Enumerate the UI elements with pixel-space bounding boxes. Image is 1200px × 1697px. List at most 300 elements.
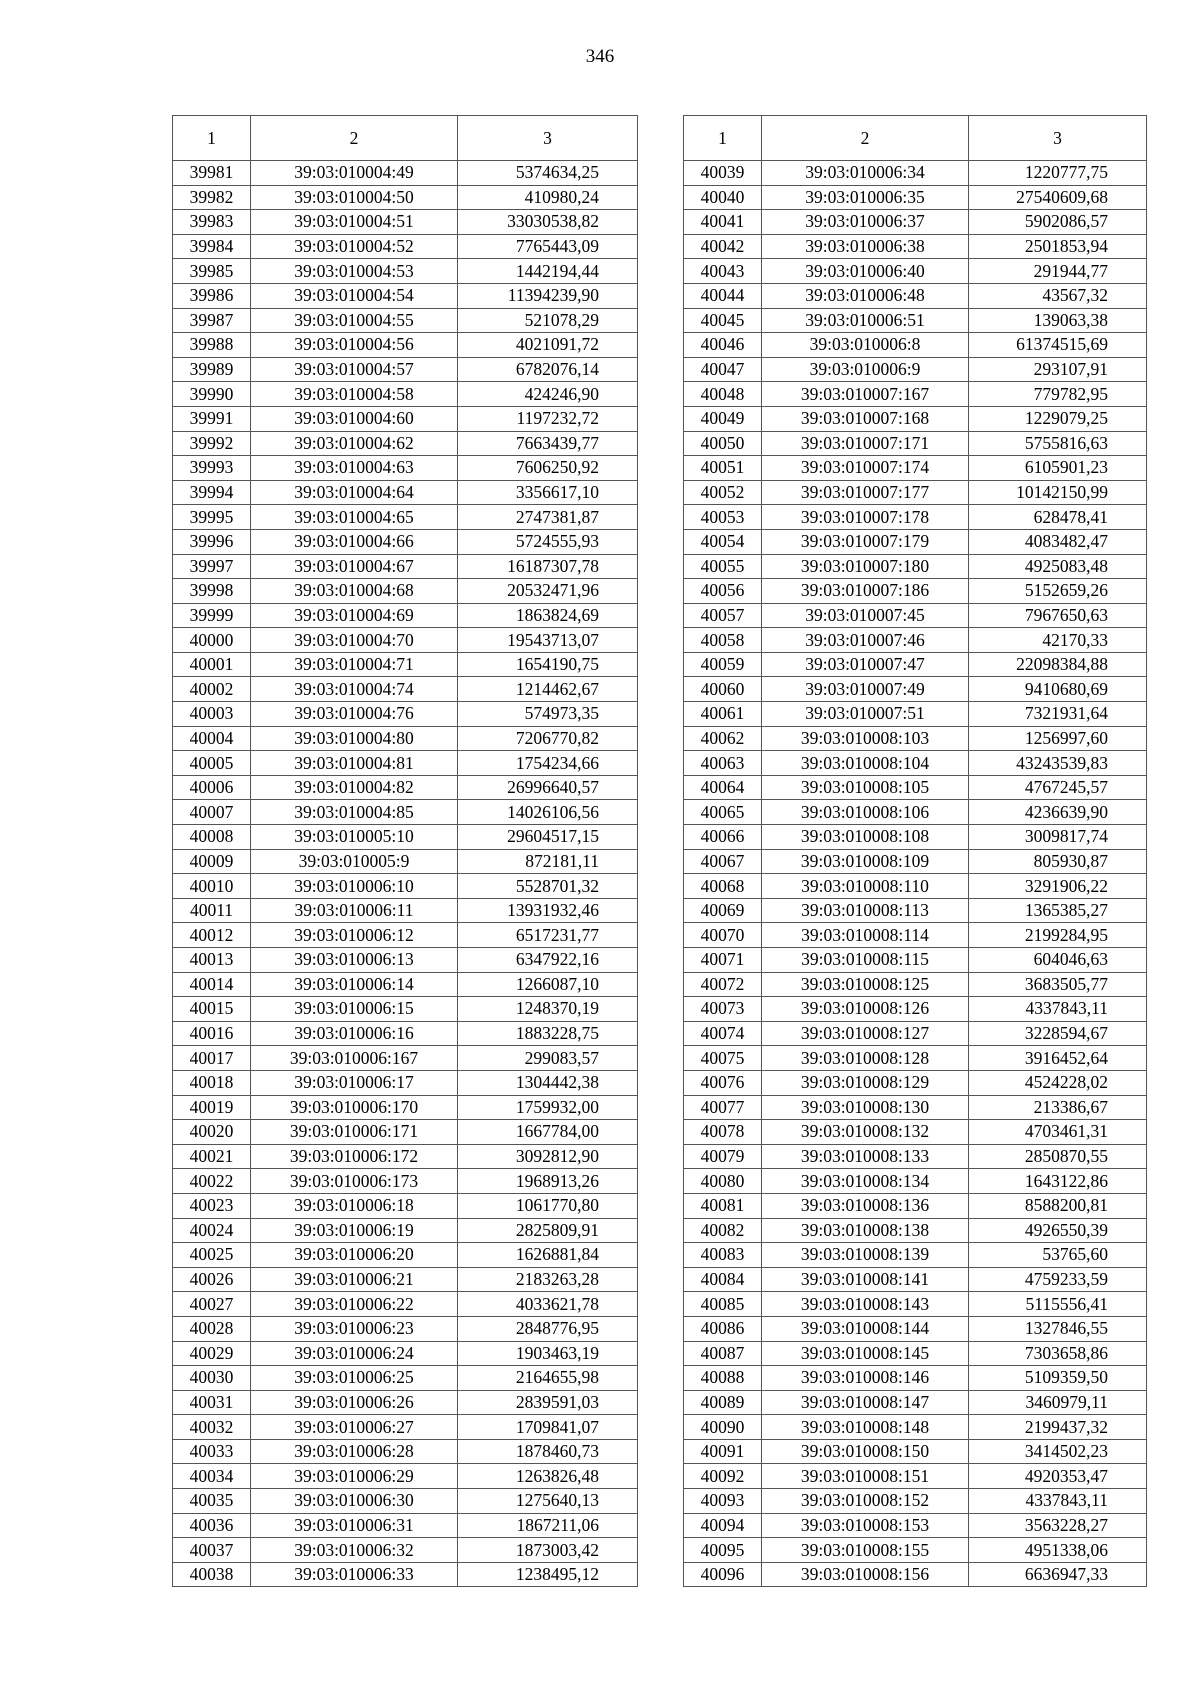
row-number-cell: 40058 — [684, 628, 762, 653]
table-row — [684, 283, 1147, 308]
cadastral-value-cell: 7765443,09 — [458, 234, 638, 259]
table-row — [684, 702, 1147, 727]
cadastral-number-cell: 39:03:010006:9 — [762, 357, 969, 382]
table-row — [684, 185, 1147, 210]
table-row — [684, 1046, 1147, 1071]
cadastral-number-cell: 39:03:010008:133 — [762, 1144, 969, 1169]
table-row — [684, 849, 1147, 874]
cadastral-value-cell: 7606250,92 — [458, 456, 638, 481]
row-number-cell: 39996 — [173, 529, 251, 554]
cadastral-number-cell: 39:03:010007:186 — [762, 579, 969, 604]
page-number: 346 — [585, 46, 615, 67]
table-row — [684, 1218, 1147, 1243]
cadastral-number-cell: 39:03:010006:32 — [251, 1538, 458, 1563]
table-row — [173, 972, 638, 997]
cadastral-number-cell: 39:03:010007:45 — [762, 603, 969, 628]
cadastral-number-cell: 39:03:010006:24 — [251, 1341, 458, 1366]
cadastral-value-cell: 7321931,64 — [969, 702, 1147, 727]
table-row — [684, 554, 1147, 579]
cadastral-number-cell: 39:03:010004:56 — [251, 333, 458, 358]
row-number-cell: 39994 — [173, 480, 251, 505]
table-row — [684, 726, 1147, 751]
cadastral-value-cell: 4925083,48 — [969, 554, 1147, 579]
cadastral-value-cell: 1327846,55 — [969, 1316, 1147, 1341]
cadastral-value-cell: 7206770,82 — [458, 726, 638, 751]
table-row — [173, 579, 638, 604]
cadastral-number-cell: 39:03:010006:37 — [762, 210, 969, 235]
cadastral-value-cell: 805930,87 — [969, 849, 1147, 874]
row-number-cell: 40019 — [173, 1095, 251, 1120]
cadastral-number-cell: 39:03:010004:80 — [251, 726, 458, 751]
cadastral-number-cell: 39:03:010004:52 — [251, 234, 458, 259]
row-number-cell: 40002 — [173, 677, 251, 702]
cadastral-number-cell: 39:03:010008:150 — [762, 1439, 969, 1464]
cadastral-value-cell: 4767245,57 — [969, 775, 1147, 800]
row-number-cell: 40027 — [173, 1292, 251, 1317]
table-row — [684, 431, 1147, 456]
cadastral-value-cell: 7663439,77 — [458, 431, 638, 456]
table-header-row — [684, 116, 1147, 161]
cadastral-value-cell: 6517231,77 — [458, 923, 638, 948]
row-number-cell: 40023 — [173, 1193, 251, 1218]
cadastral-value-cell: 27540609,68 — [969, 185, 1147, 210]
table-row — [684, 234, 1147, 259]
row-number-cell: 40052 — [684, 480, 762, 505]
cadastral-value-cell: 53765,60 — [969, 1243, 1147, 1268]
cadastral-value-cell: 14026106,56 — [458, 800, 638, 825]
cadastral-number-cell: 39:03:010006:26 — [251, 1390, 458, 1415]
table-row — [173, 923, 638, 948]
row-number-cell: 40059 — [684, 652, 762, 677]
cadastral-number-cell: 39:03:010006:8 — [762, 333, 969, 358]
row-number-cell: 40003 — [173, 702, 251, 727]
cadastral-number-cell: 39:03:010007:46 — [762, 628, 969, 653]
cadastral-number-cell: 39:03:010008:156 — [762, 1562, 969, 1587]
table-row — [173, 1562, 638, 1587]
table-row — [684, 1390, 1147, 1415]
row-number-cell: 40026 — [173, 1267, 251, 1292]
row-number-cell: 39995 — [173, 505, 251, 530]
cadastral-value-cell: 5902086,57 — [969, 210, 1147, 235]
cadastral-value-cell: 1061770,80 — [458, 1193, 638, 1218]
table-row — [684, 1169, 1147, 1194]
table-row — [684, 677, 1147, 702]
cadastral-value-cell: 42170,33 — [969, 628, 1147, 653]
table-row — [684, 1538, 1147, 1563]
row-number-cell: 40024 — [173, 1218, 251, 1243]
table-row — [684, 1341, 1147, 1366]
cadastral-value-cell: 5152659,26 — [969, 579, 1147, 604]
cadastral-value-cell: 1238495,12 — [458, 1562, 638, 1587]
cadastral-number-cell: 39:03:010008:128 — [762, 1046, 969, 1071]
cadastral-number-cell: 39:03:010008:115 — [762, 948, 969, 973]
row-number-cell: 39997 — [173, 554, 251, 579]
table-row — [173, 1120, 638, 1145]
table-row — [173, 456, 638, 481]
row-number-cell: 40055 — [684, 554, 762, 579]
cadastral-number-cell: 39:03:010006:48 — [762, 283, 969, 308]
cadastral-number-cell: 39:03:010004:65 — [251, 505, 458, 530]
table-row — [684, 579, 1147, 604]
row-number-cell: 40086 — [684, 1316, 762, 1341]
table-row — [173, 308, 638, 333]
table-row — [173, 874, 638, 899]
table-row — [173, 210, 638, 235]
row-number-cell: 40080 — [684, 1169, 762, 1194]
row-number-cell: 39985 — [173, 259, 251, 284]
row-number-cell: 40067 — [684, 849, 762, 874]
cadastral-number-cell: 39:03:010006:22 — [251, 1292, 458, 1317]
table-row — [173, 529, 638, 554]
cadastral-value-cell: 1903463,19 — [458, 1341, 638, 1366]
cadastral-value-cell: 1643122,86 — [969, 1169, 1147, 1194]
row-number-cell: 40093 — [684, 1489, 762, 1514]
cadastral-number-cell: 39:03:010008:104 — [762, 751, 969, 776]
cadastral-value-cell: 628478,41 — [969, 505, 1147, 530]
cadastral-value-cell: 291944,77 — [969, 259, 1147, 284]
table-row — [684, 1562, 1147, 1587]
row-number-cell: 40078 — [684, 1120, 762, 1145]
table-row — [173, 1316, 638, 1341]
row-number-cell: 40016 — [173, 1021, 251, 1046]
cadastral-number-cell: 39:03:010008:143 — [762, 1292, 969, 1317]
cadastral-number-cell: 39:03:010007:174 — [762, 456, 969, 481]
cadastral-value-cell: 3092812,90 — [458, 1144, 638, 1169]
cadastral-number-cell: 39:03:010006:13 — [251, 948, 458, 973]
cadastral-value-cell: 5115556,41 — [969, 1292, 1147, 1317]
cadastral-value-cell: 3228594,67 — [969, 1021, 1147, 1046]
cadastral-number-cell: 39:03:010004:68 — [251, 579, 458, 604]
cadastral-number-cell: 39:03:010008:108 — [762, 825, 969, 850]
table-row — [684, 628, 1147, 653]
cadastral-number-cell: 39:03:010008:132 — [762, 1120, 969, 1145]
row-number-cell: 40084 — [684, 1267, 762, 1292]
cadastral-number-cell: 39:03:010004:62 — [251, 431, 458, 456]
cadastral-value-cell: 8588200,81 — [969, 1193, 1147, 1218]
row-number-cell: 39982 — [173, 185, 251, 210]
row-number-cell: 39999 — [173, 603, 251, 628]
cadastral-value-cell: 6105901,23 — [969, 456, 1147, 481]
table-row — [173, 849, 638, 874]
cadastral-value-cell: 2183263,28 — [458, 1267, 638, 1292]
table-row — [684, 1120, 1147, 1145]
cadastral-number-cell: 39:03:010006:34 — [762, 161, 969, 186]
cadastral-number-cell: 39:03:010006:167 — [251, 1046, 458, 1071]
row-number-cell: 40000 — [173, 628, 251, 653]
cadastral-number-cell: 39:03:010006:171 — [251, 1120, 458, 1145]
cadastral-value-cell: 4033621,78 — [458, 1292, 638, 1317]
cadastral-number-cell: 39:03:010007:177 — [762, 480, 969, 505]
table-row — [173, 1538, 638, 1563]
table-row — [173, 726, 638, 751]
table-row — [173, 283, 638, 308]
row-number-cell: 39998 — [173, 579, 251, 604]
row-number-cell: 40042 — [684, 234, 762, 259]
cadastral-number-cell: 39:03:010008:106 — [762, 800, 969, 825]
row-number-cell: 40041 — [684, 210, 762, 235]
row-number-cell: 40081 — [684, 1193, 762, 1218]
cadastral-value-cell: 1197232,72 — [458, 406, 638, 431]
cadastral-value-cell: 33030538,82 — [458, 210, 638, 235]
table-row — [173, 628, 638, 653]
table-row — [173, 898, 638, 923]
row-number-cell: 40007 — [173, 800, 251, 825]
cadastral-value-cell: 299083,57 — [458, 1046, 638, 1071]
cadastral-number-cell: 39:03:010008:114 — [762, 923, 969, 948]
table-row — [684, 948, 1147, 973]
row-number-cell: 40025 — [173, 1243, 251, 1268]
cadastral-value-cell: 43567,32 — [969, 283, 1147, 308]
cadastral-number-cell: 39:03:010008:139 — [762, 1243, 969, 1268]
cadastral-number-cell: 39:03:010006:38 — [762, 234, 969, 259]
row-number-cell: 40068 — [684, 874, 762, 899]
cadastral-number-cell: 39:03:010008:129 — [762, 1070, 969, 1095]
row-number-cell: 40035 — [173, 1489, 251, 1514]
cadastral-value-cell: 7967650,63 — [969, 603, 1147, 628]
row-number-cell: 40015 — [173, 997, 251, 1022]
table-row — [173, 406, 638, 431]
cadastral-value-cell: 3414502,23 — [969, 1439, 1147, 1464]
table-row — [173, 677, 638, 702]
table-row — [684, 1243, 1147, 1268]
table-row — [684, 1267, 1147, 1292]
table-row — [173, 161, 638, 186]
table-row — [684, 1439, 1147, 1464]
row-number-cell: 40076 — [684, 1070, 762, 1095]
cadastral-number-cell: 39:03:010008:144 — [762, 1316, 969, 1341]
row-number-cell: 40048 — [684, 382, 762, 407]
cadastral-number-cell: 39:03:010006:17 — [251, 1070, 458, 1095]
cadastral-number-cell: 39:03:010004:76 — [251, 702, 458, 727]
cadastral-value-cell: 1654190,75 — [458, 652, 638, 677]
cadastral-number-cell: 39:03:010006:173 — [251, 1169, 458, 1194]
table-row — [173, 1489, 638, 1514]
cadastral-number-cell: 39:03:010006:35 — [762, 185, 969, 210]
row-number-cell: 40053 — [684, 505, 762, 530]
cadastral-value-cell: 3009817,74 — [969, 825, 1147, 850]
cadastral-value-cell: 1878460,73 — [458, 1439, 638, 1464]
table-row — [684, 1095, 1147, 1120]
cadastral-value-cell: 2850870,55 — [969, 1144, 1147, 1169]
table-row — [173, 751, 638, 776]
row-number-cell: 40030 — [173, 1366, 251, 1391]
row-number-cell: 40010 — [173, 874, 251, 899]
table-row — [173, 1095, 638, 1120]
row-number-cell: 40063 — [684, 751, 762, 776]
cadastral-value-cell: 410980,24 — [458, 185, 638, 210]
table-row — [173, 1390, 638, 1415]
cadastral-number-cell: 39:03:010008:136 — [762, 1193, 969, 1218]
cadastral-number-cell: 39:03:010008:141 — [762, 1267, 969, 1292]
cadastral-number-cell: 39:03:010006:21 — [251, 1267, 458, 1292]
cadastral-value-cell: 1442194,44 — [458, 259, 638, 284]
cadastral-number-cell: 39:03:010004:60 — [251, 406, 458, 431]
cadastral-value-cell: 1863824,69 — [458, 603, 638, 628]
cadastral-number-cell: 39:03:010004:55 — [251, 308, 458, 333]
table-row — [684, 800, 1147, 825]
cadastral-value-cell: 10142150,99 — [969, 480, 1147, 505]
row-number-cell: 40001 — [173, 652, 251, 677]
cadastral-number-cell: 39:03:010006:19 — [251, 1218, 458, 1243]
row-number-cell: 40039 — [684, 161, 762, 186]
row-number-cell: 40064 — [684, 775, 762, 800]
cadastral-value-cell: 1248370,19 — [458, 997, 638, 1022]
cadastral-number-cell: 39:03:010008:148 — [762, 1415, 969, 1440]
cadastral-value-cell: 872181,11 — [458, 849, 638, 874]
cadastral-number-cell: 39:03:010004:50 — [251, 185, 458, 210]
row-number-cell: 40022 — [173, 1169, 251, 1194]
cadastral-value-cell: 2199437,32 — [969, 1415, 1147, 1440]
cadastral-number-cell: 39:03:010006:28 — [251, 1439, 458, 1464]
table-row — [684, 1316, 1147, 1341]
row-number-cell: 40062 — [684, 726, 762, 751]
row-number-cell: 40073 — [684, 997, 762, 1022]
column-header-1: 1 — [684, 116, 762, 161]
cadastral-value-cell: 2839591,03 — [458, 1390, 638, 1415]
table-row — [684, 997, 1147, 1022]
cadastral-value-cell: 4703461,31 — [969, 1120, 1147, 1145]
table-header-row — [173, 116, 638, 161]
cadastral-value-cell: 6782076,14 — [458, 357, 638, 382]
cadastral-value-cell: 16187307,78 — [458, 554, 638, 579]
row-number-cell: 39984 — [173, 234, 251, 259]
cadastral-number-cell: 39:03:010007:180 — [762, 554, 969, 579]
cadastral-number-cell: 39:03:010004:63 — [251, 456, 458, 481]
cadastral-number-cell: 39:03:010006:170 — [251, 1095, 458, 1120]
row-number-cell: 40094 — [684, 1513, 762, 1538]
row-number-cell: 40040 — [684, 185, 762, 210]
cadastral-number-cell: 39:03:010008:130 — [762, 1095, 969, 1120]
table-row — [684, 1021, 1147, 1046]
table-row — [684, 480, 1147, 505]
row-number-cell: 40031 — [173, 1390, 251, 1415]
cadastral-value-cell: 7303658,86 — [969, 1341, 1147, 1366]
cadastral-value-cell: 4337843,11 — [969, 997, 1147, 1022]
cadastral-number-cell: 39:03:010006:15 — [251, 997, 458, 1022]
cadastral-number-cell: 39:03:010006:51 — [762, 308, 969, 333]
cadastral-number-cell: 39:03:010004:54 — [251, 283, 458, 308]
column-header-2: 2 — [251, 116, 458, 161]
table-row — [684, 456, 1147, 481]
cadastral-number-cell: 39:03:010005:10 — [251, 825, 458, 850]
table-row — [684, 308, 1147, 333]
row-number-cell: 40008 — [173, 825, 251, 850]
cadastral-number-cell: 39:03:010006:14 — [251, 972, 458, 997]
cadastral-value-cell: 1968913,26 — [458, 1169, 638, 1194]
row-number-cell: 40071 — [684, 948, 762, 973]
cadastral-number-cell: 39:03:010008:138 — [762, 1218, 969, 1243]
cadastral-value-cell: 1365385,27 — [969, 898, 1147, 923]
row-number-cell: 40072 — [684, 972, 762, 997]
cadastral-value-cell: 29604517,15 — [458, 825, 638, 850]
column-header-1: 1 — [173, 116, 251, 161]
row-number-cell: 40057 — [684, 603, 762, 628]
row-number-cell: 40049 — [684, 406, 762, 431]
cadastral-value-cell: 1867211,06 — [458, 1513, 638, 1538]
registry-table-left — [172, 115, 638, 1587]
row-number-cell: 40082 — [684, 1218, 762, 1243]
row-number-cell: 39981 — [173, 161, 251, 186]
row-number-cell: 39993 — [173, 456, 251, 481]
cadastral-value-cell: 4926550,39 — [969, 1218, 1147, 1243]
cadastral-number-cell: 39:03:010007:179 — [762, 529, 969, 554]
row-number-cell: 40011 — [173, 898, 251, 923]
row-number-cell: 40018 — [173, 1070, 251, 1095]
row-number-cell: 39991 — [173, 406, 251, 431]
table-row — [684, 1144, 1147, 1169]
cadastral-value-cell: 5528701,32 — [458, 874, 638, 899]
cadastral-number-cell: 39:03:010006:20 — [251, 1243, 458, 1268]
cadastral-value-cell: 1873003,42 — [458, 1538, 638, 1563]
row-number-cell: 40013 — [173, 948, 251, 973]
table-row — [173, 1341, 638, 1366]
table-row — [173, 357, 638, 382]
table-row — [173, 505, 638, 530]
table-row — [684, 357, 1147, 382]
table-row — [173, 1243, 638, 1268]
cadastral-number-cell: 39:03:010006:11 — [251, 898, 458, 923]
cadastral-value-cell: 2848776,95 — [458, 1316, 638, 1341]
cadastral-number-cell: 39:03:010004:85 — [251, 800, 458, 825]
table-row — [173, 185, 638, 210]
cadastral-number-cell: 39:03:010004:82 — [251, 775, 458, 800]
table-row — [173, 480, 638, 505]
table-row — [173, 1144, 638, 1169]
row-number-cell: 40079 — [684, 1144, 762, 1169]
row-number-cell: 40046 — [684, 333, 762, 358]
cadastral-number-cell: 39:03:010007:49 — [762, 677, 969, 702]
cadastral-value-cell: 1626881,84 — [458, 1243, 638, 1268]
cadastral-number-cell: 39:03:010004:71 — [251, 652, 458, 677]
cadastral-value-cell: 5109359,50 — [969, 1366, 1147, 1391]
cadastral-number-cell: 39:03:010008:109 — [762, 849, 969, 874]
table-row — [684, 1366, 1147, 1391]
table-row — [684, 751, 1147, 776]
row-number-cell: 40034 — [173, 1464, 251, 1489]
cadastral-number-cell: 39:03:010008:105 — [762, 775, 969, 800]
cadastral-number-cell: 39:03:010004:70 — [251, 628, 458, 653]
table-row — [173, 1046, 638, 1071]
cadastral-number-cell: 39:03:010006:16 — [251, 1021, 458, 1046]
row-number-cell: 40074 — [684, 1021, 762, 1046]
table-row — [684, 603, 1147, 628]
cadastral-value-cell: 4524228,02 — [969, 1070, 1147, 1095]
row-number-cell: 40060 — [684, 677, 762, 702]
cadastral-value-cell: 4021091,72 — [458, 333, 638, 358]
row-number-cell: 40038 — [173, 1562, 251, 1587]
cadastral-value-cell: 1304442,38 — [458, 1070, 638, 1095]
row-number-cell: 40044 — [684, 283, 762, 308]
row-number-cell: 40051 — [684, 456, 762, 481]
row-number-cell: 40005 — [173, 751, 251, 776]
cadastral-value-cell: 5724555,93 — [458, 529, 638, 554]
row-number-cell: 40033 — [173, 1439, 251, 1464]
cadastral-number-cell: 39:03:010008:151 — [762, 1464, 969, 1489]
table-row — [173, 1439, 638, 1464]
cadastral-value-cell: 293107,91 — [969, 357, 1147, 382]
cadastral-value-cell: 9410680,69 — [969, 677, 1147, 702]
cadastral-value-cell: 4920353,47 — [969, 1464, 1147, 1489]
cadastral-number-cell: 39:03:010004:49 — [251, 161, 458, 186]
cadastral-number-cell: 39:03:010008:155 — [762, 1538, 969, 1563]
row-number-cell: 40087 — [684, 1341, 762, 1366]
cadastral-number-cell: 39:03:010008:145 — [762, 1341, 969, 1366]
cadastral-value-cell: 4759233,59 — [969, 1267, 1147, 1292]
cadastral-value-cell: 3916452,64 — [969, 1046, 1147, 1071]
cadastral-value-cell: 1667784,00 — [458, 1120, 638, 1145]
cadastral-value-cell: 5374634,25 — [458, 161, 638, 186]
row-number-cell: 40045 — [684, 308, 762, 333]
